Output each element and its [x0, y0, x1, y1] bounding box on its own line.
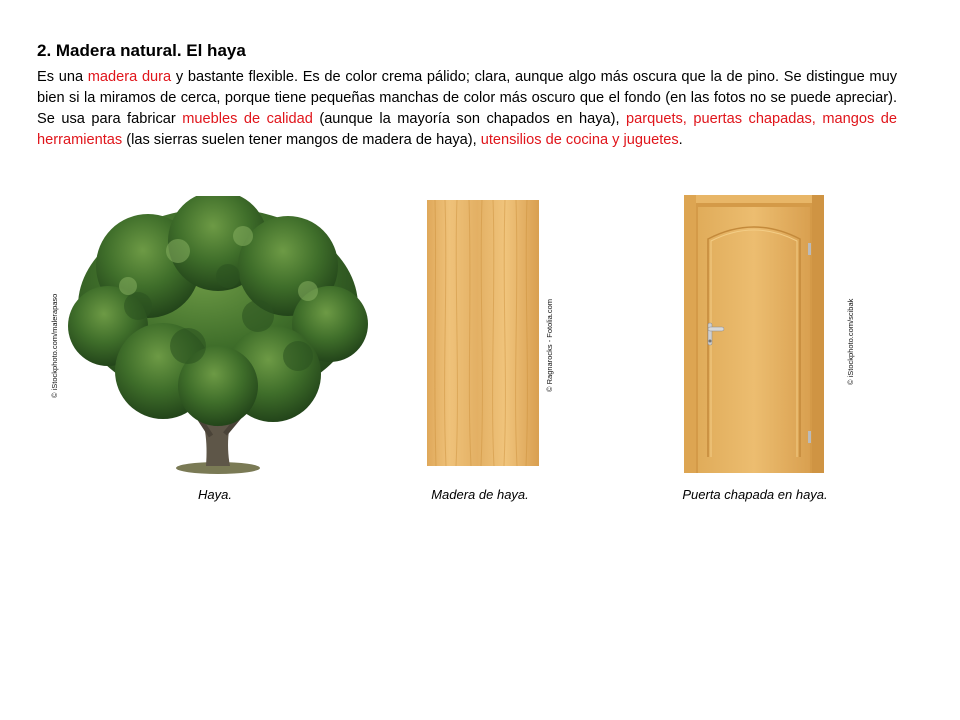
- figure-caption: Madera de haya.: [431, 487, 529, 502]
- beech-door-image: [684, 195, 824, 473]
- highlight-term: madera dura: [87, 69, 172, 85]
- photo-credit: © Ragnarocks - Fotolia.com: [545, 298, 554, 392]
- body-paragraph: [37, 67, 897, 151]
- text-segment: (las sierras suelen tener mangos de madera de haya),: [122, 132, 481, 148]
- text-segment: Es una: [37, 69, 88, 85]
- figure-caption: Puerta chapada en haya.: [682, 487, 828, 502]
- figure-caption: Haya.: [198, 487, 232, 502]
- beech-wood-image: [427, 200, 539, 466]
- highlight-term: parquets, puertas chapadas, mangos de herramientas: [37, 111, 897, 148]
- photo-credit: © iStockphoto.com/malerapaso: [50, 293, 59, 398]
- beech-tree-image: [68, 196, 368, 478]
- highlight-term: utensilios de cocina y juguetes: [480, 132, 679, 148]
- text-segment: (aunque la mayoría son chapados en haya),: [312, 111, 627, 127]
- section-title: 2. Madera natural. El haya: [37, 41, 246, 60]
- text-segment: y bastante flexible. Es de color crema pálido; clara, aunque algo más oscura que la de pino. Se distingue muy bien si la miramos de cerca, porque tiene pequeñas manchas de color más oscuro que el fondo (en las fotos no se puede apreciar). Se usa para fabricar: [37, 69, 897, 127]
- photo-credit: © iStockphoto.com/scibak: [846, 298, 855, 385]
- highlight-term: muebles de calidad: [182, 111, 313, 127]
- text-segment: .: [678, 132, 683, 148]
